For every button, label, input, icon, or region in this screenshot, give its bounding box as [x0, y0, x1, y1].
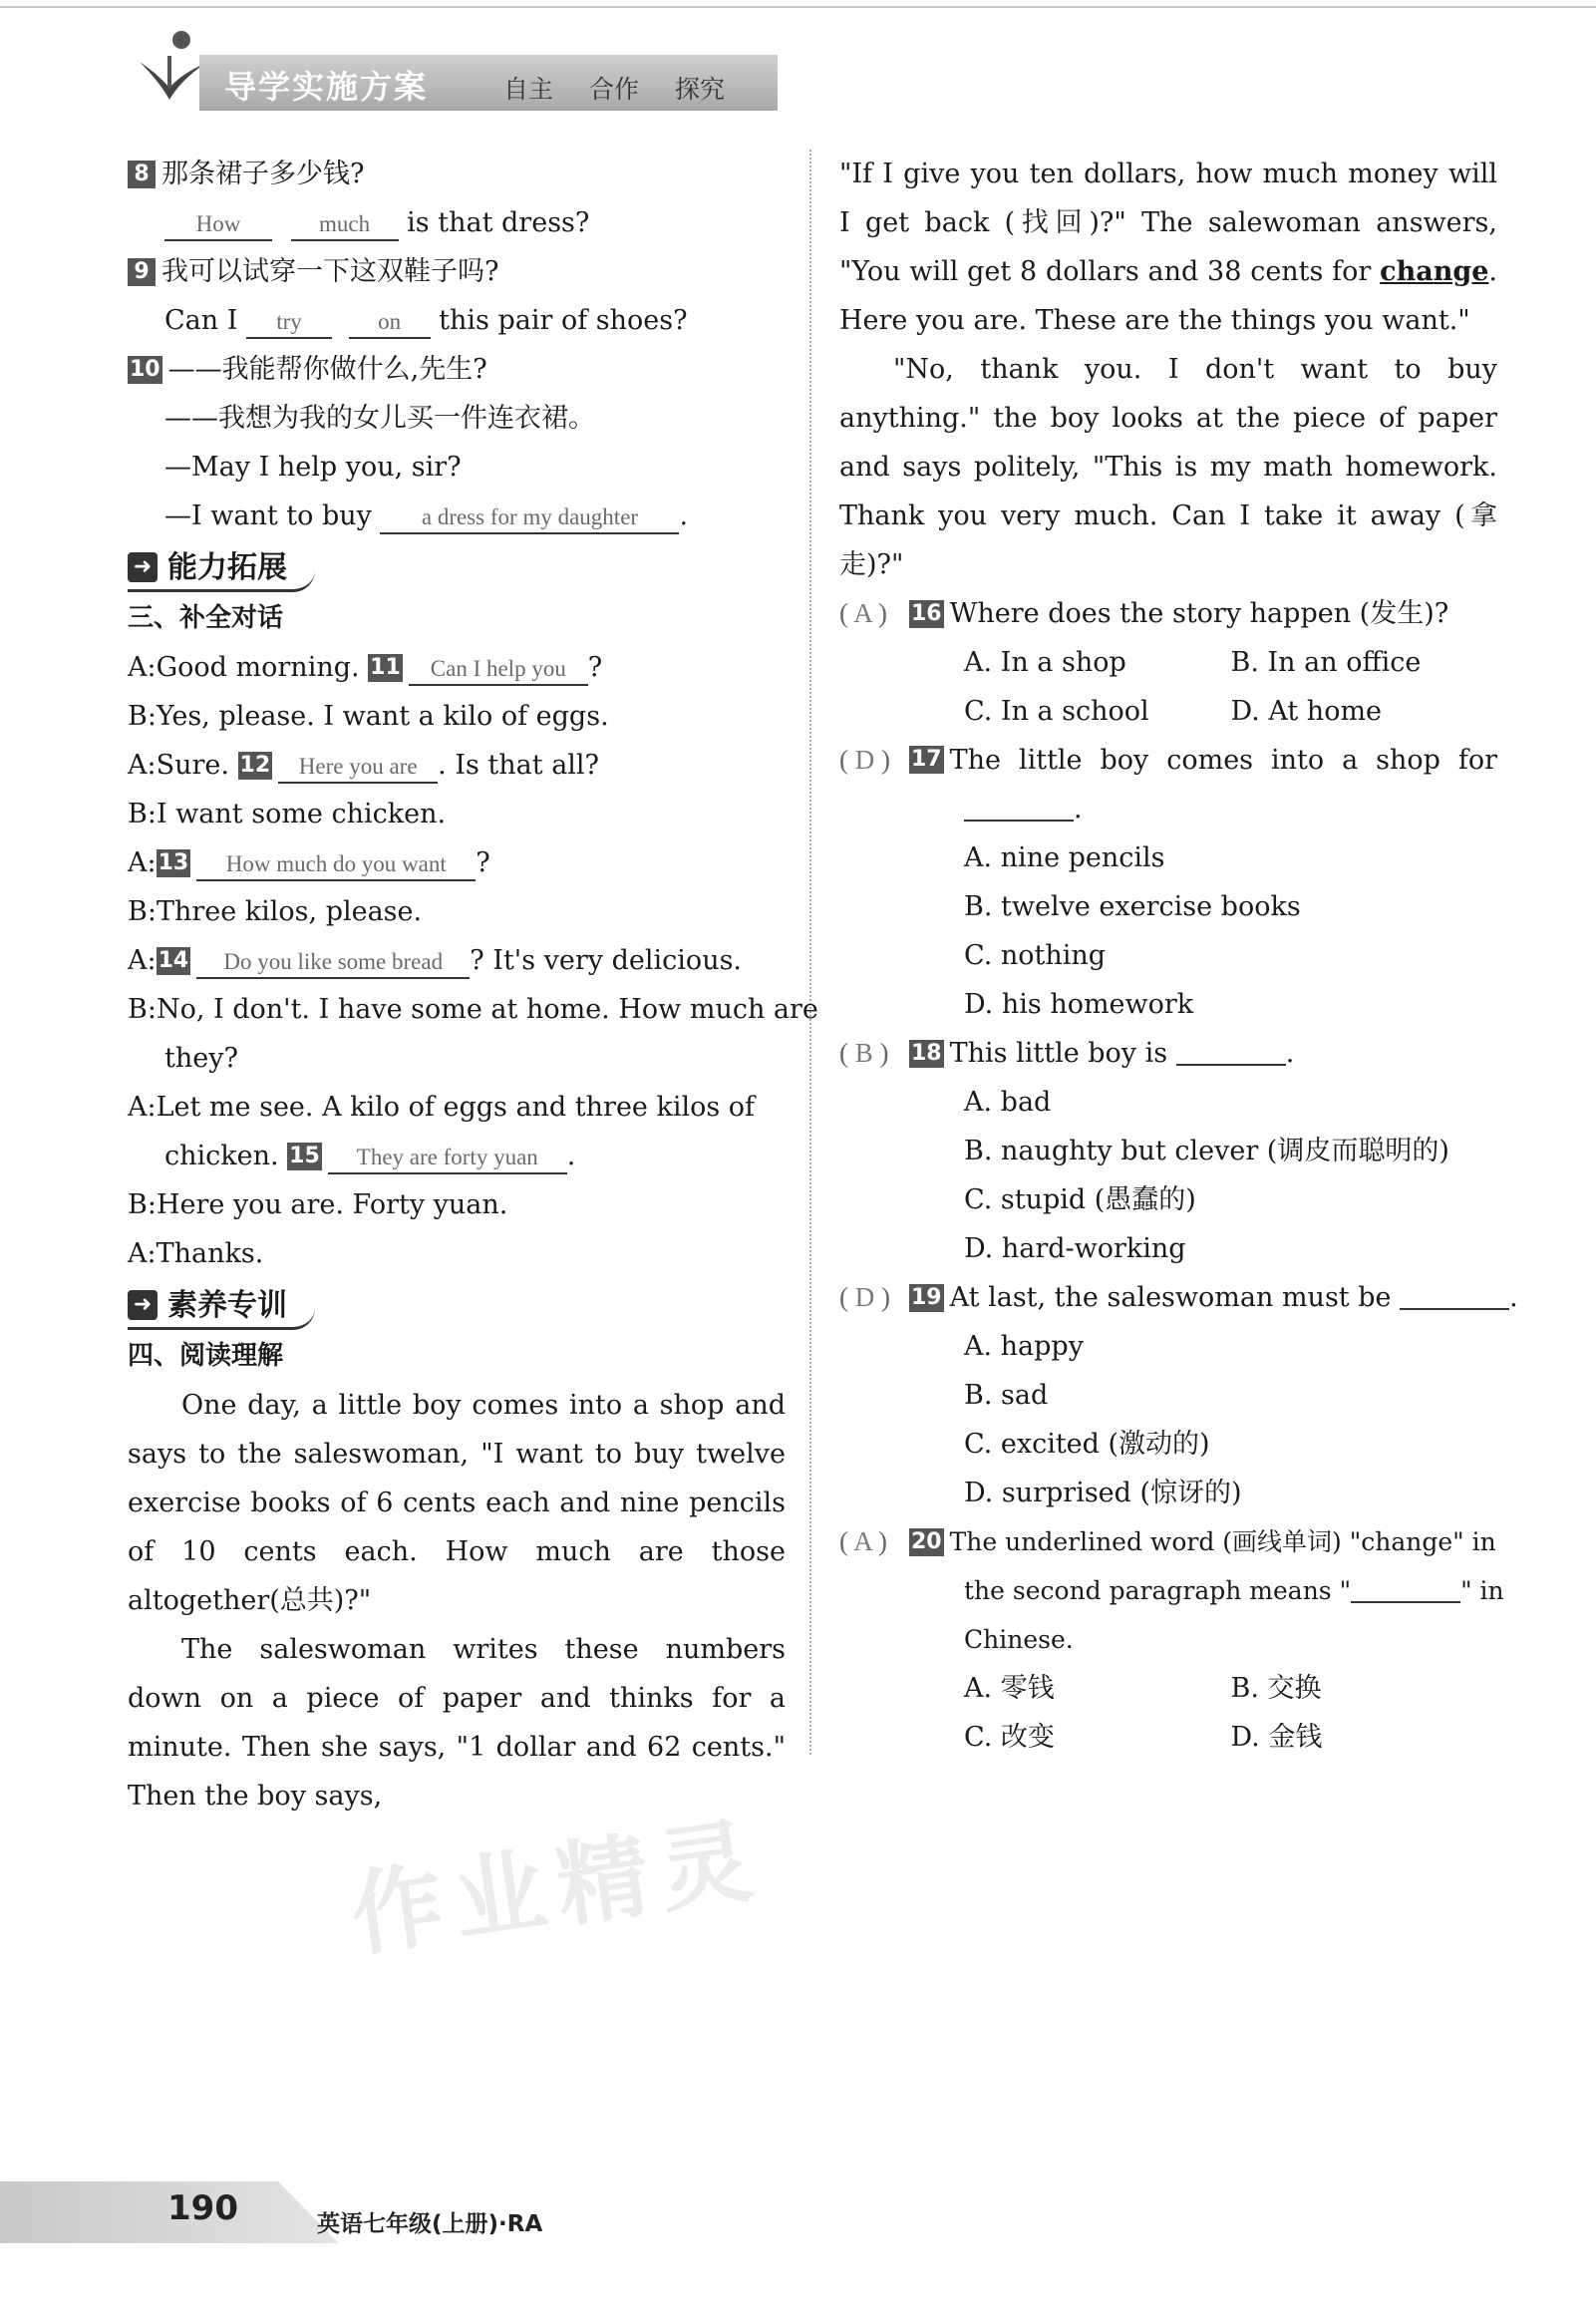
question-number: 11: [370, 655, 401, 680]
option[interactable]: D. hard-working: [964, 1233, 1186, 1264]
answer-blank[interactable]: try: [246, 307, 332, 339]
banner-label: 素养专训: [167, 1287, 287, 1323]
question-stem: The little boy comes into a shop for: [949, 745, 1497, 776]
dialogue-line: B:No, I don't. I have some at home. How much are: [128, 994, 818, 1025]
arrow-icon: ➜: [128, 1290, 158, 1320]
answer-blank[interactable]: a dress for my daughter: [380, 502, 679, 534]
book-logo-icon: [130, 22, 209, 112]
question-stem: This little boy is: [949, 1038, 1168, 1069]
literacy-banner: [128, 1278, 786, 1332]
dialogue-text: chicken.: [164, 1141, 288, 1171]
dialogue-text: A:: [128, 847, 157, 878]
arrow-icon: ➜: [128, 552, 158, 582]
section-3-title: 三、补全对话: [128, 603, 284, 633]
mc-question: [839, 1517, 1497, 1566]
question-stem: Where does the story happen (发生)?: [949, 598, 1449, 629]
dialogue-line: [128, 936, 786, 985]
options-row: [839, 638, 1497, 687]
sentence-text: —I want to buy: [164, 500, 381, 531]
underlined-word: change: [1380, 256, 1489, 287]
dialogue-line: B:Three kilos, please.: [128, 896, 423, 927]
question-number: 14: [158, 948, 189, 973]
answer-blank[interactable]: How: [164, 209, 272, 241]
option[interactable]: B. sad: [964, 1380, 1049, 1411]
options-row: [839, 1664, 1497, 1713]
dialogue-line: B:Yes, please. I want a kilo of eggs.: [128, 701, 609, 732]
column-divider: [809, 150, 811, 1755]
option[interactable]: C. excited (激动的): [964, 1429, 1210, 1460]
answer-bracket[interactable]: ( D ): [839, 745, 890, 775]
empty-blank[interactable]: [1176, 1034, 1286, 1066]
answer-blank[interactable]: How much do you want: [196, 849, 476, 881]
empty-blank[interactable]: [1351, 1571, 1460, 1603]
dialogue-line: B:I want some chicken.: [128, 799, 447, 829]
passage-paragraph-4: "No, thank you. I don't want to buy anything." the boy looks at the piece of paper and says politely, "This is my math homework. Thank you very much. Can I take it away (拿走)?": [839, 354, 1497, 580]
question-stem-line: [839, 1566, 1504, 1615]
question-stem: The underlined word (画线单词) "change" in: [949, 1527, 1496, 1556]
right-column: [839, 150, 1518, 1762]
answer-blank[interactable]: They are forty yuan: [328, 1143, 567, 1174]
mc-question: ( D ) 19 At last, the saleswoman must be .: [839, 1273, 1497, 1322]
option[interactable]: B. naughty but clever (调皮而聪明的): [964, 1136, 1449, 1166]
option[interactable]: D. surprised (惊讶的): [964, 1478, 1242, 1508]
question-number: 16: [911, 601, 942, 626]
ability-banner: [128, 540, 786, 594]
book-title: 英语七年级(上册)·RA: [317, 2211, 543, 2237]
question-prompt: ——我能帮你做什么,先生?: [167, 354, 487, 385]
question-number: 8: [128, 161, 156, 188]
question-10: [128, 345, 786, 394]
left-column: [128, 150, 818, 1821]
dialogue-text: A:Good morning.: [128, 652, 369, 683]
question-stem-line: Chinese.: [964, 1625, 1074, 1654]
question-number: 18: [911, 1041, 942, 1066]
question-number: 9: [128, 258, 156, 286]
option[interactable]: D. At home: [1230, 696, 1383, 727]
question-number: 10: [130, 357, 160, 382]
answer-letter: A: [853, 598, 872, 628]
mc-question: ( B ) 18 This little boy is .: [839, 1029, 1497, 1078]
option[interactable]: A. 零钱: [964, 1673, 1055, 1704]
question-number: 13: [158, 850, 189, 875]
dialogue-line: B:Here you are. Forty yuan.: [128, 1189, 508, 1220]
answer-letter: D: [854, 1282, 875, 1312]
option[interactable]: C. stupid (愚蠢的): [964, 1184, 1196, 1215]
option[interactable]: A. happy: [964, 1331, 1084, 1362]
dialogue-line: [128, 643, 786, 692]
dialogue-text: . Is that all?: [438, 750, 600, 781]
option[interactable]: D. 金钱: [1230, 1722, 1323, 1753]
question-number: 19: [911, 1285, 942, 1310]
header-title: 导学实施方案: [224, 68, 429, 106]
header-tag: 自主: [503, 75, 554, 104]
question-8: [128, 150, 786, 198]
empty-blank[interactable]: [1400, 1278, 1509, 1310]
dialogue-text: ? It's very delicious.: [470, 945, 743, 976]
sentence-text: is that dress?: [398, 207, 590, 238]
question-stem: At last, the saleswoman must be: [949, 1282, 1392, 1313]
answer-letter: A: [853, 1526, 872, 1556]
dialogue-line: [128, 741, 786, 790]
answer-blank[interactable]: Can I help you: [409, 654, 588, 686]
answer-blank[interactable]: Do you like some bread: [196, 947, 470, 979]
option[interactable]: D. his homework: [964, 989, 1194, 1020]
option[interactable]: A. In a shop: [964, 647, 1126, 678]
answer-bracket[interactable]: ( D ): [839, 1282, 890, 1312]
question-blank-line: .: [839, 785, 1497, 833]
passage-text: "If I give you ten dollars, how much money will I get back (找回)?" The salewoman answers, "You will get 8 dollars and 38 cents for: [839, 159, 1497, 287]
passage-paragraph-2: The saleswoman writes these numbers down on a piece of paper and thinks for a minute. Then she says, "1 dollar and 62 cents." Then the boy says,: [128, 1634, 786, 1812]
header-tag: 合作: [588, 75, 639, 104]
page-header: [0, 0, 1596, 130]
question-10-answer-line: [128, 492, 786, 540]
question-9-answer-line: [128, 296, 786, 345]
option[interactable]: A. bad: [964, 1087, 1052, 1118]
dialogue-text: .: [566, 1141, 576, 1171]
passage-paragraph-3: [839, 150, 1497, 345]
sentence-text: .: [679, 500, 689, 531]
question-prompt: 那条裙子多少钱?: [161, 159, 365, 189]
answer-bracket[interactable]: ( A ): [839, 1526, 888, 1556]
question-number: 15: [289, 1144, 320, 1168]
passage-paragraph-1: One day, a little boy comes into a shop and says to the saleswoman, "I want to buy twelve exercise books of 6 cents each and nine pencils of 10 cents each. How much are those altogether(总共)?": [128, 1390, 786, 1616]
answer-blank[interactable]: much: [291, 209, 399, 241]
dialogue-text: A:Sure.: [128, 750, 238, 781]
question-9: [128, 247, 786, 296]
question-prompt: 我可以试穿一下这双鞋子吗?: [161, 256, 499, 287]
options-row: [839, 1713, 1497, 1762]
sentence-text: this pair of shoes?: [430, 305, 688, 336]
question-number: 20: [911, 1529, 942, 1554]
passage-text: . Here you are. These are the things you want.": [839, 256, 1497, 336]
question-number: 17: [911, 747, 942, 772]
answer-blank[interactable]: Here you are: [278, 752, 438, 784]
dialogue-text: ?: [587, 652, 603, 683]
option[interactable]: A. nine pencils: [964, 842, 1165, 873]
option[interactable]: C. In a school: [964, 696, 1149, 727]
dialogue-line: [128, 838, 786, 887]
header-tag: 探究: [674, 75, 725, 104]
page-number: 190: [167, 2188, 238, 2228]
empty-blank[interactable]: [964, 790, 1074, 822]
banner-label: 能力拓展: [167, 549, 287, 585]
answer-bracket[interactable]: ( B ): [839, 1038, 889, 1068]
answer-letter: D: [854, 745, 875, 775]
mc-question: [839, 589, 1497, 638]
answer-blank[interactable]: on: [349, 307, 431, 339]
answer-bracket[interactable]: ( A ): [839, 598, 888, 628]
question-8-answer-line: [128, 198, 786, 247]
section-4-title: 四、阅读理解: [128, 1341, 284, 1371]
question-stem: the second paragraph means ": [964, 1576, 1352, 1605]
question-number: 12: [239, 753, 271, 778]
option[interactable]: B. twelve exercise books: [964, 891, 1301, 922]
answer-letter: B: [854, 1038, 873, 1068]
question-10-english-1: —May I help you, sir?: [164, 452, 462, 483]
sentence-text: Can I: [164, 305, 246, 336]
question-10-prompt-2: ——我想为我的女儿买一件连衣裙。: [164, 403, 595, 434]
dialogue-line: A:Thanks.: [128, 1238, 264, 1269]
mc-question: [839, 736, 1497, 785]
option[interactable]: C. 改变: [964, 1722, 1055, 1753]
dialogue-line: [128, 1132, 786, 1180]
dialogue-text: ?: [476, 847, 490, 878]
option[interactable]: C. nothing: [964, 940, 1107, 971]
watermark: 作业精灵: [344, 1806, 771, 1970]
dialogue-line: they?: [164, 1043, 238, 1074]
option[interactable]: B. In an office: [1230, 647, 1422, 678]
option[interactable]: B. 交换: [1230, 1673, 1322, 1704]
question-stem: " in: [1460, 1576, 1504, 1605]
dialogue-line: A:Let me see. A kilo of eggs and three kilos of: [128, 1092, 756, 1123]
header-tags: [503, 70, 753, 106]
dialogue-text: A:: [128, 945, 157, 976]
options-row: [839, 687, 1497, 736]
